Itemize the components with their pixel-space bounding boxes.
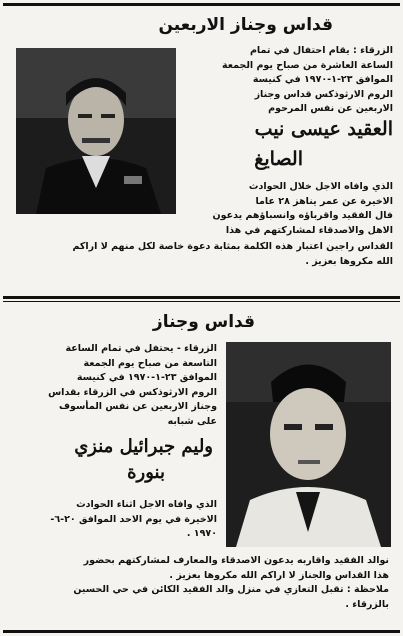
text-line: التاسعة من صباح يوم الجمعة: [83, 357, 217, 369]
deceased-name-line2: بنورة: [127, 462, 165, 483]
text-line: الموافق ٢٣-١-١٩٧٠ في كنيسة: [252, 74, 393, 85]
text-line: الاخيرة عن عمر يناهز ٢٨ عاما: [255, 195, 393, 207]
text-line: نوالد الفقيد واقاربه يدعون الاصدقاء والمعارف لمشاركتهم بحضور: [83, 555, 389, 566]
text-line: الروم الارثوذكس في الزرقاء بقداس: [48, 386, 217, 398]
deceased-name-line1: وليم جبرائيل منزي: [74, 436, 213, 457]
notice-text-top: [39, 342, 217, 429]
text-line: الزرقاء - يحتفل في تمام الساعة: [65, 343, 217, 354]
portrait-image: [226, 342, 391, 547]
portrait-image: [16, 48, 176, 214]
text-line: الذي وافاه الاجل اثناء الحوادث: [76, 499, 217, 510]
text-line: الاخيرة في يوم الاحد الموافق ٢٠-٦-: [50, 513, 217, 525]
text-line: الذي وافاه الاجل خلال الحوادث: [248, 181, 393, 192]
notice-text-top: [188, 44, 393, 117]
portrait-photo-issa-sayegh: [16, 48, 176, 214]
text-line: بالزرقاء .: [345, 598, 389, 610]
notice-text-mid: [39, 498, 217, 542]
memorial-notice-william-bannoura: [0, 300, 403, 632]
notice-text-full: [13, 554, 389, 612]
deceased-name-line1: العقيد عيسى نيب: [254, 118, 393, 140]
text-line: هذا القداس والجناز لا اراكم الله مكروها بعزيز .: [169, 569, 389, 581]
portrait-photo-william-bannoura: [226, 342, 391, 547]
text-line: وجناز الاربعين عن نفس المأسوف: [58, 401, 217, 412]
notice-title: قداس وجناز: [152, 312, 255, 332]
text-line: الموافق ٢٣-١-١٩٧٠ في كنيسة: [76, 372, 217, 383]
text-line: ملاحظة : تقبل التعازي في منزل والد الفقيد الكائن في حي الحسين: [73, 584, 389, 595]
text-line: الروم الارثوذكس قداس وجناز: [254, 88, 393, 100]
text-line: القداس راجين اعتبار هذه الكلمة بمثابة دعوة خاصة لكل منهم لا اراكم: [72, 241, 393, 252]
text-line: الزرقاء : يقام احتفال في تمام: [249, 45, 393, 56]
text-line: الاربعين عن نفس المرحوم: [268, 103, 393, 114]
text-line: الساعة العاشرة من صباح يوم الجمعة: [221, 59, 393, 71]
text-line: ١٩٧٠ .: [186, 528, 217, 539]
text-line: الله مكروها بعزيز .: [305, 255, 393, 267]
notice-title: قداس وجناز الاربعين: [158, 15, 333, 35]
notice-text-bottom-full: [13, 240, 393, 269]
memorial-notice-issa-sayegh: [0, 0, 403, 296]
bottom-border-rule: [3, 630, 400, 633]
notice-text-bottom-narrow: [178, 180, 393, 238]
text-line: على شبابه: [167, 415, 217, 427]
section-divider-rule: [3, 296, 400, 299]
deceased-name-line2: الصايغ: [254, 148, 303, 170]
text-line: الاهل والاصدقاء لمشاركتهم في هذا: [225, 224, 393, 236]
text-line: فال الفقيد واقرباؤه وانسباؤهم يدعون: [212, 210, 393, 221]
